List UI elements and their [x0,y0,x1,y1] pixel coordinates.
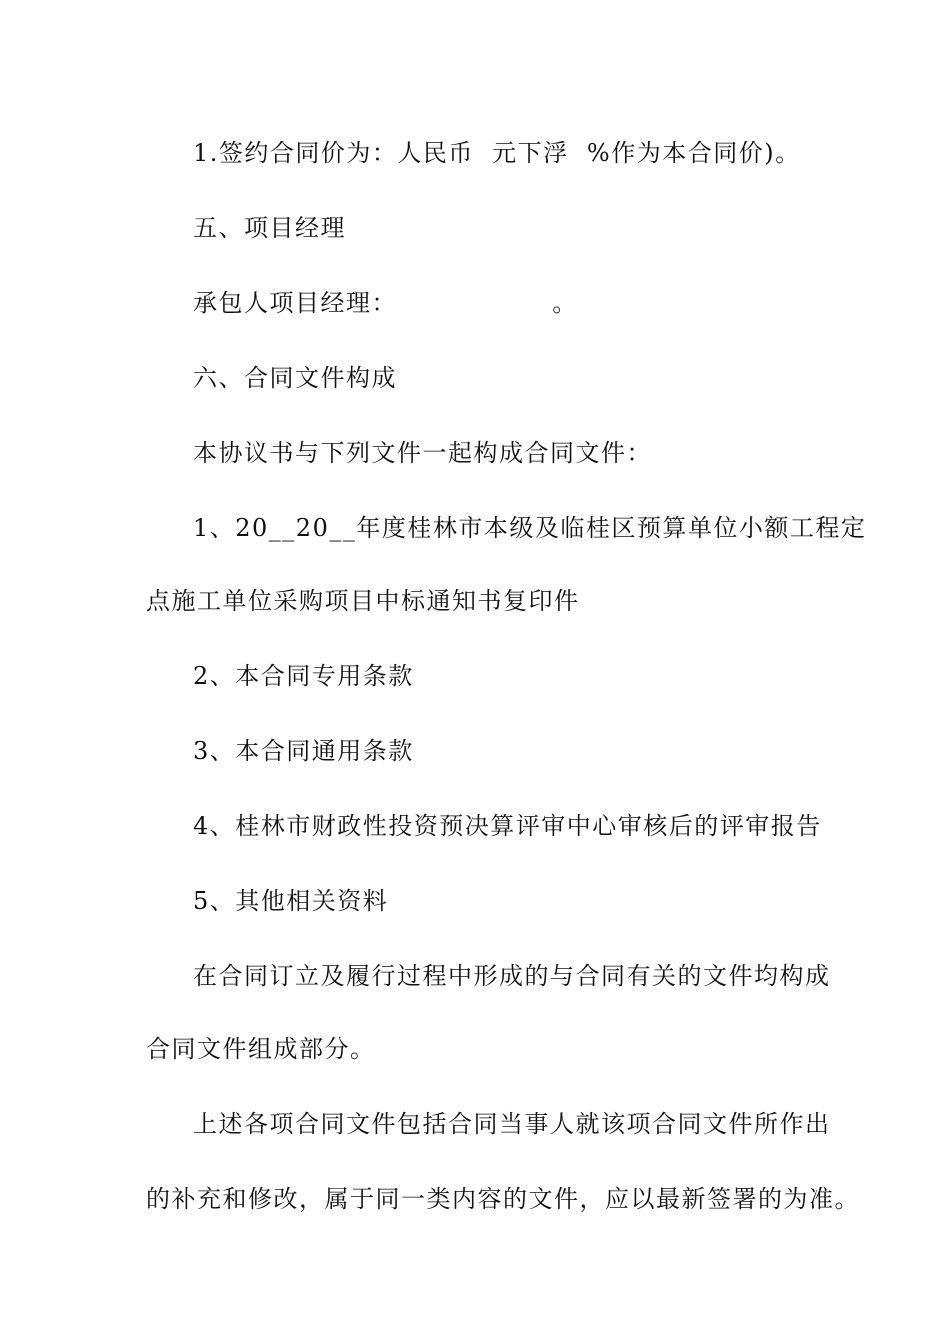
documents-intro-line: 本协议书与下列文件一起构成合同文件： [193,439,652,467]
project-manager-line: 承包人项目经理： 。 [193,289,578,317]
paragraph-amendments: 上述各项合同文件包括合同当事人就该项合同文件所作出 [193,1110,831,1138]
paragraph-amendments-continued: 的补充和修改，属于同一类内容的文件，应以最新签署的为准。 [146,1185,860,1213]
document-item-3: 3、本合同通用条款 [193,737,414,765]
section-five-heading: 五、项目经理 [193,214,346,242]
contract-price-line: 1.签约合同价为：人民币 元下浮 %作为本合同价)。 [193,139,801,167]
document-item-5: 5、其他相关资料 [193,887,389,915]
document-item-1: 1、20__20__年度桂林市本级及临桂区预算单位小额工程定 [193,514,867,542]
document-item-2: 2、本合同专用条款 [193,662,414,690]
document-item-4: 4、桂林市财政性投资预决算评审中心审核后的评审报告 [193,812,822,840]
document-item-1-continued: 点施工单位采购项目中标通知书复印件 [146,587,580,615]
paragraph-formation: 在合同订立及履行过程中形成的与合同有关的文件均构成 [193,962,831,990]
paragraph-formation-continued: 合同文件组成部分。 [146,1035,376,1063]
section-six-heading: 六、合同文件构成 [193,364,397,392]
